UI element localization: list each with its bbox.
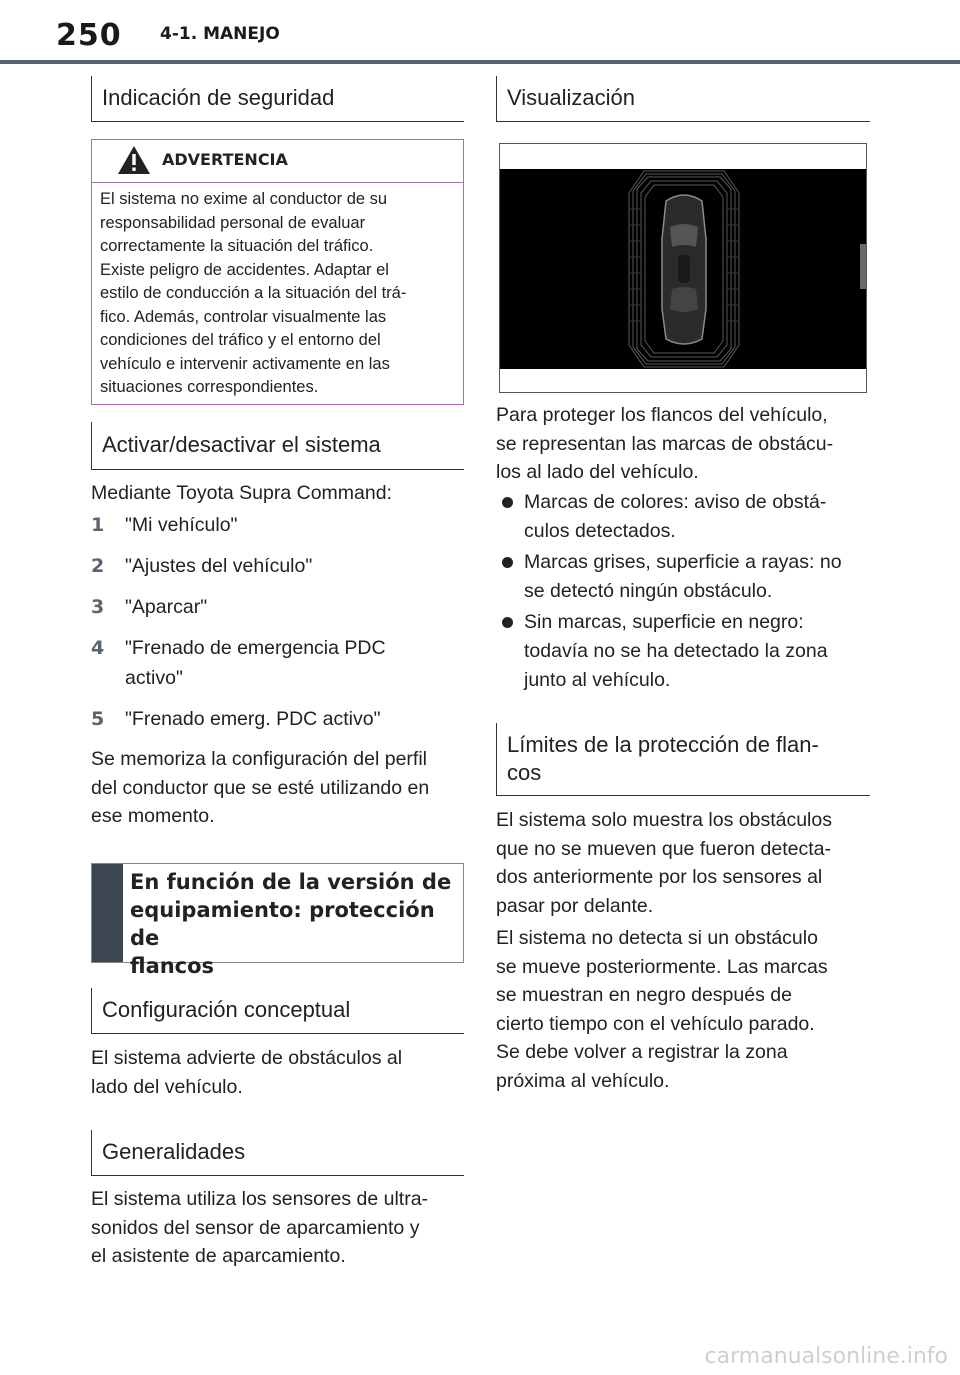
figure-display xyxy=(500,169,866,369)
general-paragraph xyxy=(91,1185,464,1271)
step-item xyxy=(91,593,464,623)
warning-line: El sistema no exime al conductor de su xyxy=(100,190,388,208)
option-box xyxy=(91,863,464,978)
step-text: "Aparcar" xyxy=(125,596,208,618)
step-item xyxy=(91,511,464,541)
limits-line: próxima al vehículo. xyxy=(496,1069,670,1092)
flank-protection-figure xyxy=(499,143,867,393)
limits-heading xyxy=(496,723,870,796)
warning-line: situaciones correspondientes. xyxy=(100,378,319,396)
step-number: 4 xyxy=(91,637,105,659)
option-line: En función de la versión de xyxy=(130,870,452,894)
bullet-item xyxy=(496,608,870,698)
step-number: 3 xyxy=(91,596,105,618)
warning-line: condiciones del tráfico y el entorno del xyxy=(100,331,381,349)
bullet-line: Marcas de colores: aviso de obstá- xyxy=(524,491,827,513)
bullet-item xyxy=(496,488,870,548)
bullet-line: Sin marcas, superficie en negro: xyxy=(524,611,804,633)
bullet-line: Marcas grises, superficie a rayas: no xyxy=(524,551,842,573)
warning-body xyxy=(92,183,463,408)
header-rule xyxy=(0,60,960,64)
safety-heading-text: Indicación de seguridad xyxy=(102,85,335,110)
option-line: flancos xyxy=(130,954,215,978)
general-line: sonidos del sensor de aparcamiento y xyxy=(91,1216,420,1239)
display-line: los al lado del vehículo. xyxy=(496,461,699,483)
limits-line: Se debe volver a registrar la zona xyxy=(496,1041,788,1063)
concept-line: El sistema advierte de obstáculos al xyxy=(91,1047,403,1069)
concept-heading-text: Configuración conceptual xyxy=(102,997,351,1022)
bullet-line: se detectó ningún obstáculo. xyxy=(524,580,773,602)
warning-line: fico. Además, controlar visualmente las xyxy=(100,307,387,326)
limits-heading-line: Límites de la protección de flan- xyxy=(507,732,819,757)
memory-line: ese momento. xyxy=(91,805,215,827)
step-item xyxy=(91,552,464,582)
display-paragraph xyxy=(496,401,870,487)
warning-line: responsabilidad personal de evaluar xyxy=(100,213,366,232)
bullet-dot-icon xyxy=(502,617,513,628)
warning-box xyxy=(91,139,464,405)
warning-title: ADVERTENCIA xyxy=(162,150,288,169)
step-item xyxy=(91,634,464,694)
page-header xyxy=(0,0,960,64)
limits-line: pasar por delante. xyxy=(496,894,654,917)
step-number: 5 xyxy=(91,708,105,730)
display-line: Para proteger los flancos del vehículo, xyxy=(496,404,828,426)
bullet-dot-icon xyxy=(502,557,513,568)
intro-text: Mediante Toyota Supra Command: xyxy=(91,482,392,504)
watermark: carmanualsonline.info xyxy=(704,1344,948,1369)
activate-heading xyxy=(91,422,464,470)
general-heading xyxy=(91,1130,464,1176)
warning-line: correctamente la situación del tráfico. xyxy=(100,237,374,255)
limits-line: se muestran en negro después de xyxy=(496,984,792,1006)
step-number: 1 xyxy=(91,514,105,536)
option-bar xyxy=(92,864,123,962)
limits-line: cierto tiempo con el vehículo parado. xyxy=(496,1012,815,1035)
bullet-line: culos detectados. xyxy=(524,520,676,542)
concept-paragraph xyxy=(91,1044,464,1101)
limits-line: dos anteriormente por los sensores al xyxy=(496,866,823,888)
bullet-item xyxy=(496,548,870,608)
limits-line: El sistema no detecta si un obstáculo xyxy=(496,927,818,949)
step-text-cont: activo" xyxy=(125,667,183,689)
limits-paragraph xyxy=(496,806,870,1095)
step-item xyxy=(91,705,464,735)
step-text: "Mi vehículo" xyxy=(125,514,238,536)
step-text: "Frenado emerg. PDC activo" xyxy=(125,708,381,730)
limits-line: El sistema solo muestra los obstáculos xyxy=(496,809,832,831)
step-text: "Ajustes del vehículo" xyxy=(125,555,313,577)
concept-line: lado del vehículo. xyxy=(91,1075,243,1098)
general-line: el asistente de aparcamiento. xyxy=(91,1245,346,1267)
bullet-line: todavía no se ha detectado la zona xyxy=(524,640,828,662)
bullet-text xyxy=(524,608,864,695)
concept-heading xyxy=(91,988,464,1034)
bullet-dot-icon xyxy=(502,497,513,508)
bullet-text xyxy=(524,488,864,546)
memory-paragraph xyxy=(91,745,464,831)
general-line: El sistema utiliza los sensores de ultra- xyxy=(91,1188,429,1210)
car-illustration-icon xyxy=(500,169,866,369)
warning-triangle-icon xyxy=(117,144,151,176)
bullet-line: junto al vehículo. xyxy=(524,669,671,691)
safety-heading xyxy=(91,76,464,122)
display-heading xyxy=(496,76,870,122)
warning-line: Existe peligro de accidentes. Adaptar el xyxy=(100,260,389,279)
activate-heading-text: Activar/desactivar el sistema xyxy=(102,432,381,457)
option-text xyxy=(130,868,455,980)
option-line: equipamiento: protección de xyxy=(130,898,435,950)
display-heading-text: Visualización xyxy=(507,85,636,110)
warning-line: estilo de conducción a la situación del trá- xyxy=(100,284,407,302)
warning-header xyxy=(92,140,463,183)
display-line: se representan las marcas de obstácu- xyxy=(496,432,834,455)
bullet-text xyxy=(524,548,864,606)
general-heading-text: Generalidades xyxy=(102,1139,246,1164)
limits-line: que no se mueven que fueron detecta- xyxy=(496,837,831,860)
limits-heading-line: cos xyxy=(507,760,542,785)
memory-line: del conductor que se esté utilizando en xyxy=(91,776,430,799)
page-number: 250 xyxy=(56,18,122,53)
memory-line: Se memoriza la configuración del perfil xyxy=(91,748,427,770)
limits-line: se mueve posteriormente. Las marcas xyxy=(496,955,828,978)
step-number: 2 xyxy=(91,555,105,577)
step-text: "Frenado de emergencia PDC xyxy=(125,637,386,659)
warning-line: vehículo e intervenir activamente en las xyxy=(100,354,390,373)
section-title: 4-1. MANEJO xyxy=(160,24,280,44)
